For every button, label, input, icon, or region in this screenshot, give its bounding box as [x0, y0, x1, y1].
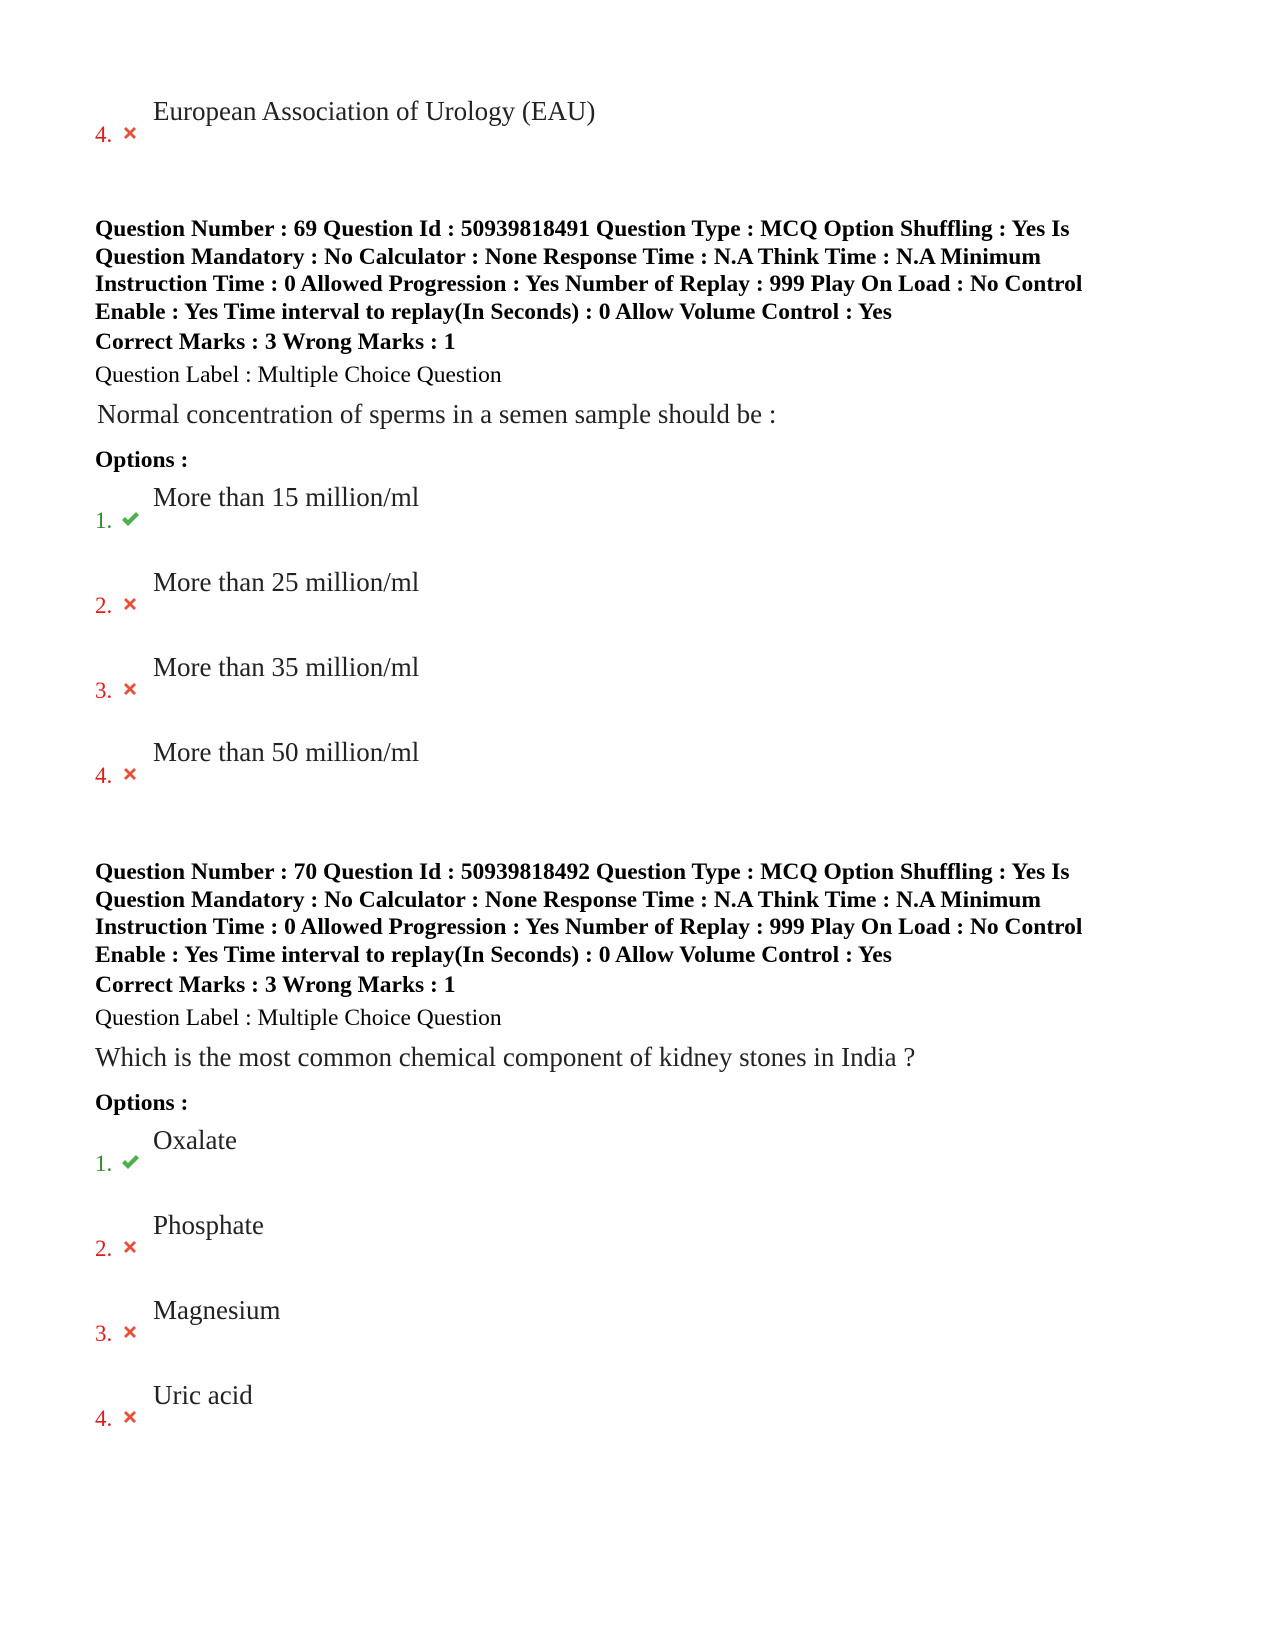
option-number: 3. [95, 1321, 113, 1346]
cross-icon [121, 595, 139, 613]
options-heading: Options : [95, 1090, 189, 1116]
option-number: 1. [95, 508, 113, 533]
option-2 [95, 567, 795, 617]
option-text: Uric acid [153, 1380, 253, 1410]
cross-icon [121, 124, 139, 142]
cross-icon [121, 1408, 139, 1426]
question-label: Question Label : Multiple Choice Question [95, 362, 502, 388]
cross-icon [121, 1323, 139, 1341]
cross-icon [121, 765, 139, 783]
option-text: Magnesium [153, 1295, 281, 1325]
option-number: 2. [95, 593, 113, 618]
question-label: Question Label : Multiple Choice Question [95, 1005, 502, 1031]
option-text: Phosphate [153, 1210, 264, 1240]
prev-option-4 [95, 96, 795, 146]
option-text: More than 15 million/ml [153, 482, 420, 512]
question-meta: Question Number : 69 Question Id : 50939818491 Question Type : MCQ Option Shuffling : Yes Is Question Mandatory : No Calculator : None Response Time : N.A Think Time : N.A Minimum Instruction Time : 0 Allowed Progression : Yes Number of Replay : 999 Play On Load : No Control Enable : Yes Time interval to replay(In Seconds) : 0 Allow Volume Control : Yes [95, 216, 1083, 325]
option-4 [95, 737, 795, 787]
option-number: 4. [95, 763, 113, 788]
option-number: 1. [95, 1151, 113, 1176]
option-3 [95, 652, 795, 702]
cross-icon [121, 680, 139, 698]
question-marks: Correct Marks : 3 Wrong Marks : 1 [95, 972, 456, 998]
option-2 [95, 1210, 795, 1260]
option-number: 3. [95, 678, 113, 703]
option-1 [95, 1125, 795, 1175]
option-text: More than 50 million/ml [153, 737, 420, 767]
question-marks: Correct Marks : 3 Wrong Marks : 1 [95, 329, 456, 355]
option-text: European Association of Urology (EAU) [153, 96, 596, 126]
cross-icon [121, 1238, 139, 1256]
question-text: Which is the most common chemical component of kidney stones in India ? [95, 1042, 916, 1072]
check-icon [121, 1153, 139, 1171]
option-text: Oxalate [153, 1125, 237, 1155]
option-number: 4. [95, 1406, 113, 1431]
option-number: 4. [95, 122, 113, 147]
question-meta: Question Number : 70 Question Id : 50939818492 Question Type : MCQ Option Shuffling : Yes Is Question Mandatory : No Calculator : None Response Time : N.A Think Time : N.A Minimum Instruction Time : 0 Allowed Progression : Yes Number of Replay : 999 Play On Load : No Control Enable : Yes Time interval to replay(In Seconds) : 0 Allow Volume Control : Yes [95, 859, 1083, 968]
option-1 [95, 482, 795, 532]
option-number: 2. [95, 1236, 113, 1261]
question-text: Normal concentration of sperms in a semen sample should be : [97, 399, 777, 429]
option-text: More than 35 million/ml [153, 652, 420, 682]
check-icon [121, 510, 139, 528]
option-text: More than 25 million/ml [153, 567, 420, 597]
option-3 [95, 1295, 795, 1345]
option-4 [95, 1380, 795, 1430]
options-heading: Options : [95, 447, 189, 473]
